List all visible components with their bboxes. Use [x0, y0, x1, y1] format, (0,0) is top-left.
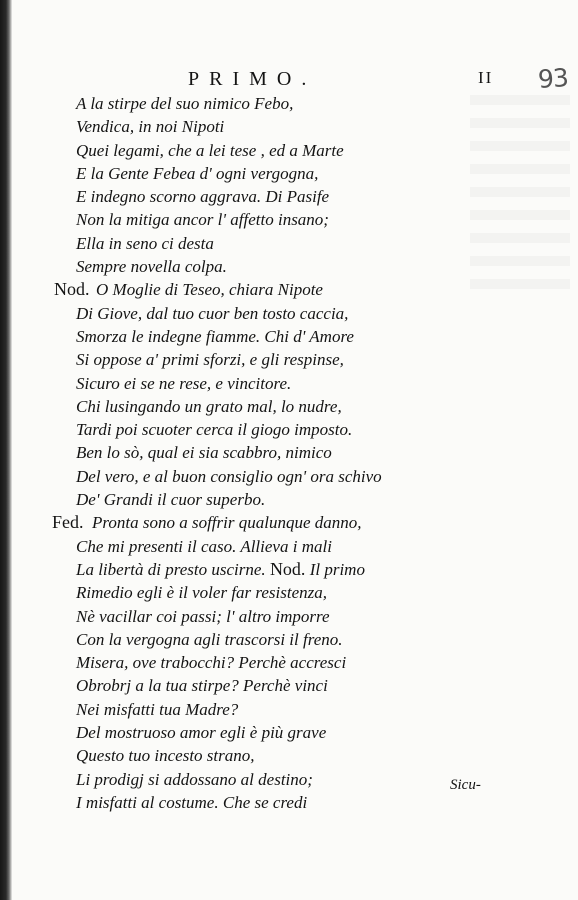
verse-line — [0, 162, 578, 185]
handwritten-page-number: 93 — [537, 62, 569, 95]
verse-line — [0, 325, 578, 348]
verse-line — [0, 721, 578, 744]
verse-text: Ben lo sò, qual ei sia scabbro, nimico — [76, 443, 332, 463]
verse-text: Tardi poi scuoter cerca il giogo imposto. — [76, 420, 353, 440]
verse-text: Vendica, in noi Nipoti — [76, 117, 225, 137]
verse-text: Con la vergogna agli trascorsi il freno. — [76, 629, 343, 649]
verse-line — [0, 372, 578, 395]
verse-line — [0, 232, 578, 255]
verse-line — [0, 395, 578, 418]
verse-line — [0, 558, 578, 581]
verse-line — [0, 185, 578, 208]
verse-line — [0, 605, 578, 628]
verse-text: Il primo — [309, 559, 365, 579]
verse-text: Sicuro ei se ne rese, e vincitore. — [76, 373, 292, 393]
verse-line — [0, 791, 578, 814]
verse-text: Si oppose a' primi sforzi, e gli respinse, — [76, 350, 344, 370]
verse-line — [0, 768, 578, 791]
verse-text: O Moglie di Teseo, chiara Nipote — [96, 280, 323, 300]
verse-line — [0, 92, 578, 115]
verse-text: Quei legami, che a lei tese , ed a Marte — [76, 140, 344, 160]
verse-text: I misfatti al costume. Che se credi — [76, 792, 308, 812]
verse-line — [0, 651, 578, 674]
verse-line — [0, 441, 578, 464]
verse-line — [0, 208, 578, 231]
verse-line — [0, 744, 578, 767]
verse-text: Pronta sono a soffrir qualunque danno, — [92, 513, 362, 533]
verse-line — [0, 628, 578, 651]
verse-text: Che mi presenti il caso. Allieva i mali — [76, 536, 332, 556]
verse-text: Nei misfatti tua Madre? — [76, 699, 239, 719]
verse-line — [0, 348, 578, 371]
verse-text: Obrobrj a la tua stirpe? Perchè vinci — [76, 676, 328, 696]
verse-text: Del mostruoso amor egli è più grave — [76, 723, 327, 743]
verse-line — [0, 139, 578, 162]
verse-text: Non la mitiga ancor l' affetto insano; — [76, 210, 329, 230]
page-number: II — [478, 68, 494, 87]
verse-line — [0, 302, 578, 325]
speaker-label: Nod. — [54, 279, 90, 300]
verse-text: Di Giove, dal tuo cuor ben tosto caccia, — [76, 303, 349, 323]
verse-text: Smorza le indegne fiamme. Chi d' Amore — [76, 326, 354, 346]
verse-text: Misera, ove trabocchi? Perchè accresci — [76, 653, 347, 673]
verse-line — [0, 465, 578, 488]
verse-text: Ella in seno ci desta — [76, 233, 214, 253]
verse-line — [0, 674, 578, 697]
verse-text: Li prodigj si addossano al destino; — [76, 769, 313, 789]
verse-line — [0, 535, 578, 558]
speaker-label: Nod. — [269, 558, 306, 579]
verse-line — [0, 115, 578, 138]
verse-text: Rimedio egli è il voler far resistenza, — [76, 583, 328, 603]
running-title: PRIMO. — [188, 68, 317, 90]
verse-text: Del vero, e al buon consiglio ogn' ora schivo — [76, 466, 382, 486]
verse-text-with-speaker — [76, 558, 365, 581]
verse-text: La libertà di presto uscirne. — [76, 559, 266, 579]
speaker-label: Fed. — [52, 512, 84, 533]
verse-text: A la stirpe del suo nimico Febo, — [76, 94, 294, 113]
verse-line — [0, 511, 578, 534]
verse-text: Chi lusingando un grato mal, lo nudre, — [76, 396, 342, 416]
verse-line — [0, 418, 578, 441]
verse-line — [0, 488, 578, 511]
verse-line — [0, 278, 578, 301]
verse-text: Nè vacillar coi passi; l' altro imporre — [76, 606, 330, 626]
verse-line — [0, 255, 578, 278]
verse-line — [0, 698, 578, 721]
verse-line — [0, 581, 578, 604]
verse-text: De' Grandi il cuor superbo. — [76, 490, 266, 510]
verse-text: Questo tuo incesto strano, — [76, 746, 255, 766]
catchword: Sicu- — [450, 777, 481, 793]
verse-text: E indegno scorno aggrava. Di Pasife — [76, 187, 330, 207]
verse-text: Sempre novella colpa. — [76, 257, 227, 277]
verse-text: E la Gente Febea d' ogni vergogna, — [76, 163, 319, 183]
verse-block — [0, 92, 578, 814]
